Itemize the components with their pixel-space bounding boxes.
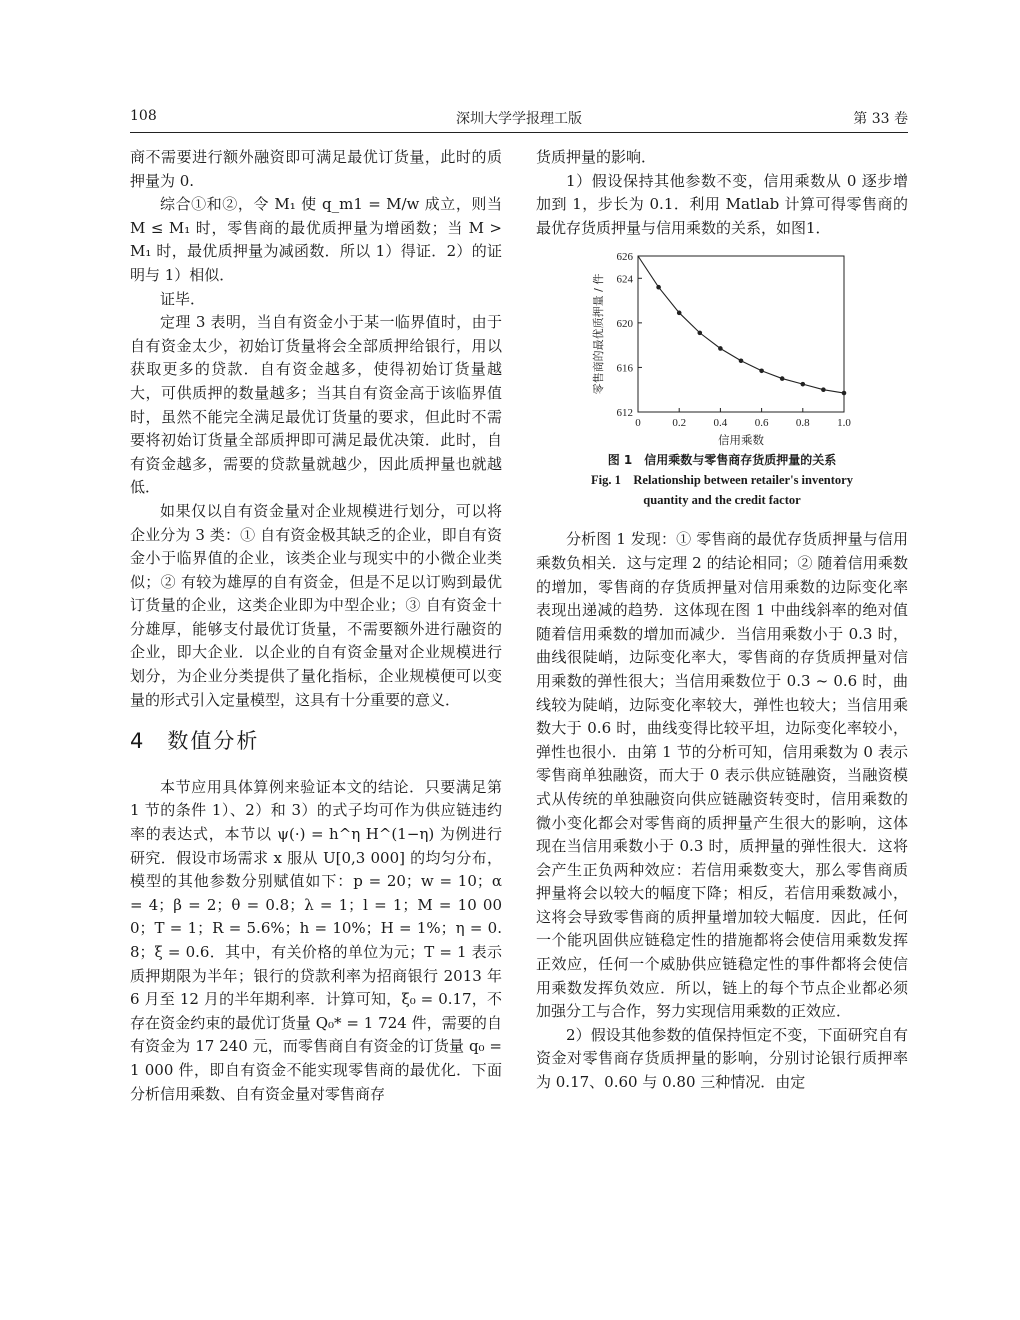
paragraph: 定理 3 表明，当自有资金小于某一临界值时，由于自有资金太少，初始订货量将会全部质押给银行，用以获取更多的贷款．自有资金越多，使得初始订货量越大，可供质押的数量越多；当其自有资金高于该临界值时，虽然不能完全满足最优订货量的要求，但此时不需要将初始订货量全部质押即可满足最优决策．此时，自有资金越多，需要的贷款量就越少，因此质押量也就越低． <box>130 313 502 497</box>
right-column <box>536 146 908 1095</box>
x-tick-label: 0.6 <box>754 417 769 430</box>
data-point <box>698 331 703 336</box>
data-point <box>656 285 661 290</box>
data-point <box>718 347 723 352</box>
paragraph: 证毕． <box>160 289 206 308</box>
paragraph: 2）假设其他参数的值保持恒定不变，下面研究自有资金对零售商存货质押量的影响，分别讨论银行质押率为 0.17、0.60 与 0.80 三种情况．由定 <box>536 1025 908 1092</box>
paragraph: 货质押量的影响． <box>536 148 657 166</box>
y-tick-label: 620 <box>616 318 633 331</box>
y-axis-label: 零售商的最优质押量 / 件 <box>592 274 605 395</box>
y-tick-label: 626 <box>616 251 633 264</box>
left-column <box>130 146 502 1106</box>
paragraph: 商不需要进行额外融资即可满足最优订货量，此时的质押量为 0. <box>130 148 502 190</box>
data-point <box>801 382 806 387</box>
figure-caption-en-line1: Fig. 1 Relationship between retailer's inventory <box>591 473 853 488</box>
figure-caption-en-line2: quantity and the credit factor <box>643 493 801 508</box>
data-point <box>739 359 744 364</box>
figure-1 <box>536 248 908 510</box>
x-tick-label: 0.2 <box>672 417 687 430</box>
series-line <box>638 256 844 393</box>
paragraph: 本节应用具体算例来验证本文的结论．只要满足第 1 节的条件 1）、2）和 3）的式子均可作为供应链违约率的表达式，本节以 ψ(·) = h^η H^(1−η) 为例进行研究．假设市场需求 x 服从 U[0,3 000] 的均匀分布，模型的其他参数分别赋值如下：p = 20；w = 10；α = 4；β = 2；θ = 0.8；λ = 1；l = 1；M = 10 000；T = 1；R = 5.6%；h = 10%；H = 1%；η = 0.8；ξ = 0.6．其中，有关价格的单位为元；T = 1 表示质押期限为半年；银行的贷款利率为招商银行 2013 年 6 月至 12 月的半年期利率．计算可知，ξ₀ = 0.17，不存在资金约束的最优订货量 Q₀* = 1 724 件，需要的自有资金为 17 240 元，而零售商自有资金的订货量 q₀ = 1 000 件，即自有资金不能实现零售商的最优化．下面分析信用乘数、自有资金量对零售商存 <box>130 777 502 1103</box>
plot-frame <box>638 256 844 412</box>
section-heading <box>130 730 502 754</box>
section-title: 数值分析 <box>167 729 260 754</box>
y-tick-label: 612 <box>616 407 633 420</box>
page-number: 108 <box>130 108 157 124</box>
paragraph: 综合①和②，令 M₁ 使 q_m1 = M/w 成立，则当 M ≤ M₁ 时，零售商的最优质押量为增函数；当 M > M₁ 时，最优质押量为减函数．所以 1）得证．2）的证明与 1）相似． <box>130 195 502 284</box>
section-number: 4 <box>130 729 146 754</box>
figure-caption-en <box>536 470 908 510</box>
data-point <box>780 377 785 382</box>
journal-title: 深圳大学学报理工版 <box>456 111 582 127</box>
y-tick-label: 624 <box>616 273 633 286</box>
page-header <box>130 106 908 133</box>
y-tick-label: 616 <box>616 362 633 375</box>
paragraph: 分析图 1 发现：① 零售商的最优存货质押量与信用乘数负相关．这与定理 2 的结论相同；② 随着信用乘数的增加，零售商的存货质押量对信用乘数的边际变化率表现出递减的趋势．这体现在图 1 中曲线斜率的绝对值随着信用乘数的增加而减少．当信用乘数小于 0.3 时，曲线很陡峭，边际变化率大，零售商的存货质押量对信用乘数的弹性很大；当信用乘数位于 0.3 ~ 0.6 时，曲线较为陡峭，边际变化率较大，弹性也较大；当信用乘数大于 0.6 时，曲线变得比较平坦，边际变化率较小，弹性也很小．由第 1 节的分析可知，信用乘数为 0 表示零售商单独融资，而大于 0 表示供应链融资，当融资模式从传统的单独融资向供应链融资转变时，信用乘数的微小变化都会对零售商的质押量产生很大的影响，这体现在当信用乘数小于 0.3 时，质押量的弹性很大．这将会产生正负两种效应：若信用乘数变大，那么零售商质押量将会以较大的幅度下降；相反，若信用乘数减小，这将会导致零售商的质押量增加较大幅度．因此，任何一个能巩固供应链稳定性的措施都将会使信用乘数发挥正效应，任何一个威胁供应链稳定性的事件都将会使信用乘数发挥负效应．所以，链上的每个节点企业都必须加强分工与合作，努力实现信用乘数的正效应． <box>536 530 908 1021</box>
x-tick-label: 1.0 <box>837 417 851 430</box>
data-point <box>759 369 764 374</box>
line-chart <box>536 248 908 446</box>
x-tick-label: 0 <box>635 417 641 430</box>
x-tick-label: 0.4 <box>713 417 728 430</box>
paragraph: 如果仅以自有资金量对企业规模进行划分，可以将企业分为 3 类：① 自有资金极其缺乏的企业，即自有资金小于临界值的企业，该类企业与现实中的小微企业类似；② 有较为雄厚的自有资金，但是不足以订购到最优订货量的企业，这类企业即为中型企业；③ 自有资金十分雄厚，能够支付最优订货量，不需要额外进行融资的企业，即大企业．以企业的自有资金量对企业规模进行划分，为企业分类提供了量化指标，企业规模便可以变量的形式引入定量模型，这具有十分重要的意义． <box>130 501 502 709</box>
figure-caption-cn: 图 1 信用乘数与零售商存货质押量的关系 <box>607 453 837 468</box>
x-axis-label: 信用乘数 <box>718 433 764 447</box>
data-point <box>677 311 682 316</box>
volume-label: 第 33 卷 <box>853 111 908 127</box>
x-tick-label: 0.8 <box>795 417 810 430</box>
data-point <box>821 388 826 393</box>
data-point <box>842 391 847 396</box>
paragraph: 1）假设保持其他参数不变，信用乘数从 0 逐步增加到 1，步长为 0.1．利用 Matlab 计算可得零售商的最优存货质押量与信用乘数的关系，如图1． <box>536 171 908 237</box>
